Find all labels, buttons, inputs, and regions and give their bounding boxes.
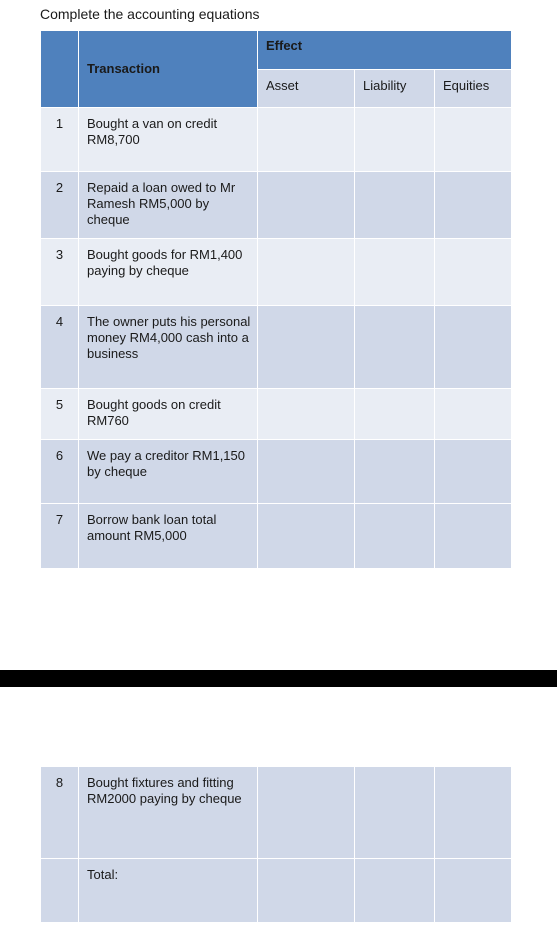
asset-cell[interactable] [258, 504, 355, 569]
total-row [41, 859, 512, 923]
liability-cell[interactable] [355, 389, 435, 440]
liability-cell[interactable] [355, 239, 435, 306]
total-label: Total: [79, 859, 258, 923]
asset-cell[interactable] [258, 108, 355, 172]
transaction-text: Borrow bank loan total amount RM5,000 [79, 504, 258, 569]
liability-total-cell[interactable] [355, 859, 435, 923]
row-number [41, 859, 79, 923]
liability-cell[interactable] [355, 306, 435, 389]
asset-cell[interactable] [258, 172, 355, 239]
equities-cell[interactable] [435, 239, 512, 306]
liability-cell[interactable] [355, 108, 435, 172]
equities-cell[interactable] [435, 440, 512, 504]
liability-cell[interactable] [355, 504, 435, 569]
accounting-table [40, 30, 512, 569]
equities-cell[interactable] [435, 306, 512, 389]
row-number: 1 [41, 108, 79, 172]
accounting-table-continued [40, 766, 512, 923]
equities-cell[interactable] [435, 504, 512, 569]
transaction-text: Bought fixtures and fitting RM2000 paying by cheque [79, 767, 258, 859]
header-effect: Effect [258, 31, 512, 70]
table-row [41, 239, 512, 306]
asset-cell[interactable] [258, 440, 355, 504]
table-row [41, 108, 512, 172]
header-equities: Equities [435, 70, 512, 108]
transaction-text: The owner puts his personal money RM4,000 cash into a business [79, 306, 258, 389]
asset-cell[interactable] [258, 306, 355, 389]
table-row [41, 767, 512, 859]
transaction-text: Bought goods for RM1,400 paying by cheque [79, 239, 258, 306]
equities-total-cell[interactable] [435, 859, 512, 923]
page-title: Complete the accounting equations [40, 6, 260, 22]
transaction-text: Bought goods on credit RM760 [79, 389, 258, 440]
liability-cell[interactable] [355, 767, 435, 859]
table-row [41, 504, 512, 569]
equities-cell[interactable] [435, 389, 512, 440]
header-transaction: Transaction [79, 31, 258, 108]
equities-cell[interactable] [435, 172, 512, 239]
asset-cell[interactable] [258, 767, 355, 859]
equities-cell[interactable] [435, 767, 512, 859]
row-number: 7 [41, 504, 79, 569]
equities-cell[interactable] [435, 108, 512, 172]
row-number: 5 [41, 389, 79, 440]
asset-cell[interactable] [258, 389, 355, 440]
asset-total-cell[interactable] [258, 859, 355, 923]
liability-cell[interactable] [355, 172, 435, 239]
row-number: 4 [41, 306, 79, 389]
transaction-text: We pay a creditor RM1,150 by cheque [79, 440, 258, 504]
transaction-text: Bought a van on credit RM8,700 [79, 108, 258, 172]
row-number: 3 [41, 239, 79, 306]
table-row [41, 389, 512, 440]
asset-cell[interactable] [258, 239, 355, 306]
row-number: 6 [41, 440, 79, 504]
table-row [41, 440, 512, 504]
page-divider-bar [0, 670, 557, 687]
row-number: 8 [41, 767, 79, 859]
header-number-cell [41, 31, 79, 108]
row-number: 2 [41, 172, 79, 239]
transaction-text: Repaid a loan owed to Mr Ramesh RM5,000 by cheque [79, 172, 258, 239]
liability-cell[interactable] [355, 440, 435, 504]
header-liability: Liability [355, 70, 435, 108]
header-asset: Asset [258, 70, 355, 108]
table-row [41, 172, 512, 239]
table-row [41, 306, 512, 389]
